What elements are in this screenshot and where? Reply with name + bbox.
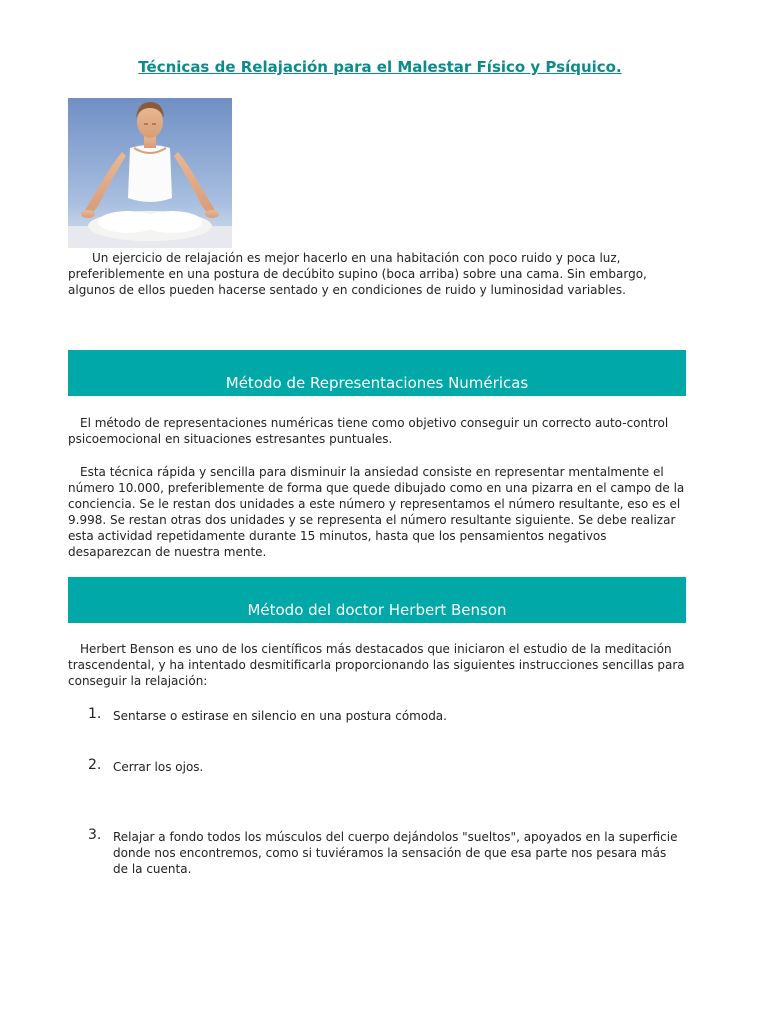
step-number: 3. bbox=[88, 827, 102, 843]
meditating-woman-photo bbox=[68, 98, 232, 248]
step-number: 2. bbox=[88, 757, 102, 773]
paragraph: Herbert Benson es uno de los científicos más destacados que iniciaron el estudio de la meditación trascendental, y ha intentado desmitificarla proporcionando las siguientes instrucciones sencillas para conseguir la relajación: bbox=[68, 642, 685, 688]
section-heading: Método de Representaciones Numéricas bbox=[225, 374, 529, 392]
page-title: Técnicas de Relajación para el Malestar Físico y Psíquico. bbox=[138, 58, 622, 76]
step-text: Relajar a fondo todos los músculos del cuerpo dejándolos "sueltos", apoyados en la superficie donde nos encontremos, como si tuviéramos la sensación de que esa parte nos pesara más de la cuenta. bbox=[113, 830, 678, 876]
section-header-benson-method bbox=[68, 577, 686, 623]
step-text: Cerrar los ojos. bbox=[113, 760, 204, 774]
intro-text: Un ejercicio de relajación es mejor hacerlo en una habitación con poco ruido y poca luz, preferiblemente en una postura de decúbito supino (boca arriba) sobre una cama. Sin embargo, algunos de ellos pueden hacerse sentado y en condiciones de ruido y luminosidad variables. bbox=[68, 251, 647, 297]
intro-paragraph bbox=[68, 250, 688, 298]
paragraph: Esta técnica rápida y sencilla para disminuir la ansiedad consiste en representar mentalmente el número 10.000, preferiblemente de forma que quede dibujado como en una pizarra en el campo de la conciencia. Se le restan dos unidades a este número y representamos el número resultante, eso es el 9.998. Se restan otras dos unidades y se representa el número resultante siguiente. Se debe realizar esta actividad repetidamente durante 15 minutos, hasta que los pensamientos negativos desaparezcan de nuestra mente. bbox=[68, 465, 685, 559]
step-text: Sentarse o estirase en silencio en una postura cómoda. bbox=[113, 709, 447, 723]
paragraph: El método de representaciones numéricas tiene como objetivo conseguir un correcto auto-control psicoemocional en situaciones estresantes puntuales. bbox=[68, 416, 669, 446]
section-header-numeric-method bbox=[68, 350, 686, 396]
step-number: 1. bbox=[88, 706, 102, 722]
section-heading: Método del doctor Herbert Benson bbox=[247, 601, 507, 619]
